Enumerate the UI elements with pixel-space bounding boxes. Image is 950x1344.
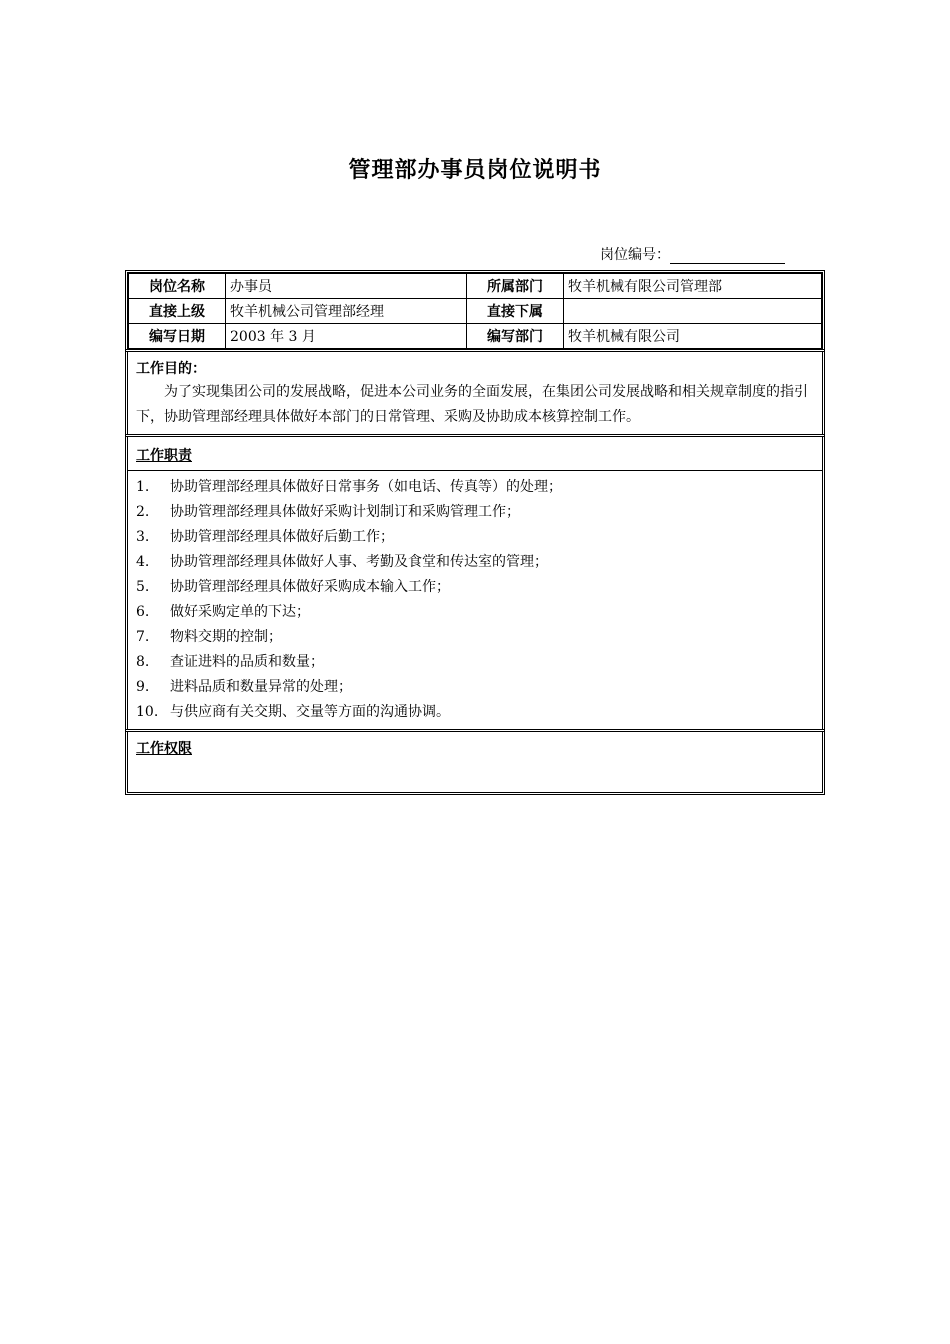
document-title: 管理部办事员岗位说明书 [348,158,602,183]
duty-text: 进料品质和数量异常的处理； [170,679,352,695]
duty-text: 查证进料的品质和数量； [170,654,324,670]
duty-number: 8. [136,654,150,670]
duties-section [125,434,825,732]
info-table [128,273,822,349]
position-code-line [600,244,810,264]
duty-text: 做好采购定单的下达； [170,604,310,620]
info-row [129,274,822,299]
info-row [129,299,822,324]
duty-text: 协助管理部经理具体做好后勤工作； [170,529,394,545]
position-name-value: 办事员 [226,274,467,299]
superior-value: 牧羊机械公司管理部经理 [226,299,467,324]
position-code-label: 岗位编号： [600,247,670,263]
duty-number: 2. [136,504,150,520]
writing-dept-label: 编写部门 [467,324,564,349]
list-item [136,675,814,700]
duty-text: 协助管理部经理具体做好日常事务（如电话、传真等）的处理； [170,479,562,495]
list-item [136,550,814,575]
purpose-heading: 工作目的： [136,361,206,377]
position-name-label: 岗位名称 [129,274,226,299]
authority-heading: 工作权限 [136,741,192,757]
list-item [136,525,814,550]
duty-number: 9. [136,679,150,695]
duties-list [128,471,822,729]
list-item [136,500,814,525]
purpose-section [125,349,825,437]
duty-number: 5. [136,579,150,595]
duty-text: 协助管理部经理具体做好采购计划制订和采购管理工作； [170,504,520,520]
job-description-form [125,270,825,795]
list-item [136,650,814,675]
list-item [136,600,814,625]
info-row [129,324,822,349]
subordinate-label: 直接下属 [467,299,564,324]
list-item [136,575,814,600]
list-item [136,700,814,725]
duty-number: 7. [136,629,150,645]
duty-number: 10. [136,704,159,720]
writing-dept-value: 牧羊机械有限公司 [564,324,822,349]
duty-number: 6. [136,604,150,620]
list-item [136,475,814,500]
date-value: 2003 年 3 月 [226,324,467,349]
subordinate-value [564,299,822,324]
department-value: 牧羊机械有限公司管理部 [564,274,822,299]
purpose-text: 为了实现集团公司的发展战略，促进本公司业务的全面发展，在集团公司发展战略和相关规章制度的指引下，协助管理部经理具体做好本部门的日常管理、采购及协助成本核算控制工作。 [136,384,808,425]
department-label: 所属部门 [467,274,564,299]
position-code-blank [670,249,785,264]
duty-number: 1. [136,479,150,495]
duties-heading: 工作职责 [128,437,822,471]
info-section [125,270,825,352]
duty-number: 3. [136,529,150,545]
duty-text: 物料交期的控制； [170,629,282,645]
list-item [136,625,814,650]
authority-section [125,729,825,795]
duty-text: 协助管理部经理具体做好采购成本输入工作； [170,579,450,595]
date-label: 编写日期 [129,324,226,349]
duty-text: 与供应商有关交期、交量等方面的沟通协调。 [170,704,450,720]
duty-text: 协助管理部经理具体做好人事、考勤及食堂和传达室的管理； [170,554,548,570]
duty-number: 4. [136,554,150,570]
superior-label: 直接上级 [129,299,226,324]
